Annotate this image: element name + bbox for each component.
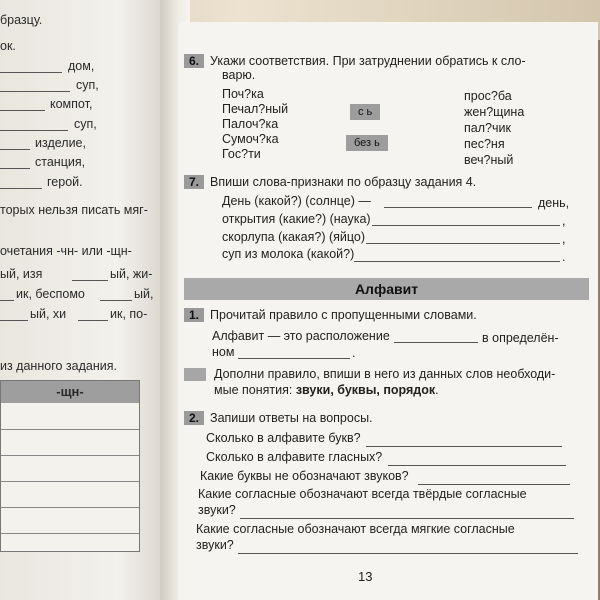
question: Какие согласные обозначают всегда твёрдые согласные	[198, 487, 527, 501]
answer-line	[366, 243, 560, 244]
word-ending: суп,	[76, 78, 99, 92]
right-word: веч?ный	[464, 153, 514, 167]
note-marker	[184, 368, 206, 381]
task7-line1: День (какой?) (солнце) —	[222, 194, 371, 208]
right-word: пал?чик	[464, 121, 511, 135]
task6-text: Укажи соответствия. При затруднении обратись к сло-	[210, 54, 526, 68]
word-ending: изделие,	[35, 136, 86, 150]
task7-line3: скорлупа (какая?) (яйцо)	[222, 230, 366, 244]
question-cont: звуки?	[198, 503, 236, 517]
answer-line	[418, 484, 570, 485]
rule-text-cont: ном	[212, 345, 235, 359]
left-word: Гос?ти	[222, 147, 261, 161]
blank-line	[0, 300, 14, 301]
question: Сколько в алфавите букв?	[206, 431, 361, 445]
word-ending: компот,	[50, 97, 93, 111]
blank-line	[100, 300, 132, 301]
task7-line1-end: день,	[538, 196, 570, 210]
question-cont: звуки?	[196, 538, 234, 552]
task7-heading	[184, 175, 476, 189]
soft-sign-tag: с ь	[350, 104, 380, 120]
rule-text: Алфавит — это расположение	[212, 329, 390, 343]
right-page	[178, 22, 598, 600]
left-fragment-ok: ок.	[0, 39, 16, 53]
right-word: пес?ня	[464, 137, 505, 151]
rule-text-end: в определён-	[482, 331, 559, 345]
answer-line	[372, 225, 560, 226]
answer-line	[0, 149, 30, 150]
task-reference: из данного задания.	[0, 359, 117, 373]
table-line	[1, 533, 139, 534]
answer-line	[354, 261, 560, 262]
combinations-text: очетания -чн- или -щн-	[0, 244, 132, 258]
task1-text: Прочитай правило с пропущенными словами.	[210, 308, 477, 322]
comma: ,	[562, 232, 566, 246]
period: .	[352, 346, 356, 360]
left-word: Печал?ный	[222, 102, 289, 116]
left-word: Поч?ка	[222, 87, 264, 101]
task6-text-cont: варю.	[222, 68, 256, 82]
task-number: 6.	[184, 54, 204, 68]
task2-text: Запиши ответы на вопросы.	[210, 411, 373, 425]
answer-line	[240, 518, 574, 519]
task1-heading	[184, 308, 477, 322]
answer-line	[0, 72, 62, 73]
task7-line2: открытия (какие?) (наука)	[222, 212, 371, 226]
answer-line	[238, 553, 578, 554]
question: Какие буквы не обозначают звуков?	[200, 469, 409, 483]
task-number: 1.	[184, 308, 204, 322]
left-word: Сумоч?ка	[222, 132, 279, 146]
answer-line	[238, 358, 350, 359]
task-number: 7.	[184, 175, 204, 189]
table-line	[1, 507, 139, 508]
left-fragment-top: бразцу.	[0, 13, 43, 27]
word-ending: герой.	[47, 175, 83, 189]
question: Сколько в алфавите гласных?	[206, 450, 383, 464]
page-number: 13	[358, 569, 373, 584]
table-line	[1, 481, 139, 482]
note-text: Дополни правило, впиши в него из данных слов необходи-	[214, 367, 556, 381]
left-page	[0, 0, 168, 600]
period: .	[435, 383, 439, 397]
right-word: жен?щина	[464, 105, 525, 119]
exercise-row-part: ый, жи-	[110, 267, 153, 281]
answer-line	[388, 465, 566, 466]
task7-line4: суп из молока (какой?)	[222, 247, 355, 261]
answer-line	[0, 91, 70, 92]
no-soft-sign-tag: без ь	[346, 135, 388, 151]
task-number: 2.	[184, 411, 204, 425]
word-ending: станция,	[35, 155, 86, 169]
answer-line	[366, 446, 562, 447]
answer-table	[0, 380, 140, 552]
answer-line	[0, 110, 45, 111]
table-header: -щн-	[1, 381, 139, 403]
exercise-row-part: ик, по-	[110, 307, 148, 321]
question: Какие согласные обозначают всегда мягкие согласные	[196, 522, 515, 536]
note-text-start: мые понятия:	[214, 383, 293, 397]
exercise-row-part: ый, хи	[30, 307, 67, 321]
note-text-cont	[214, 384, 439, 397]
exercise-row-part: ик, беспомо	[16, 287, 85, 301]
blank-line	[72, 280, 108, 281]
task6-heading	[184, 54, 526, 68]
answer-line	[394, 342, 478, 343]
answer-line	[0, 130, 68, 131]
section-title: Алфавит	[184, 278, 589, 300]
task2-heading	[184, 411, 373, 425]
word-ending: дом,	[68, 59, 95, 73]
blank-line	[78, 320, 108, 321]
exercise-row-part: ый,	[134, 287, 154, 301]
left-word: Палоч?ка	[222, 117, 279, 131]
comma: ,	[562, 214, 566, 228]
table-line	[1, 455, 139, 456]
right-word: прос?ба	[464, 89, 512, 103]
table-line	[1, 429, 139, 430]
note-bold-words: звуки, буквы, порядок	[295, 383, 436, 397]
word-ending: суп,	[74, 117, 97, 131]
exercise-row-part: ый, изя	[0, 267, 43, 281]
rule-fragment: торых нельзя писать мяг-	[0, 203, 148, 217]
blank-line	[0, 320, 28, 321]
answer-line	[384, 207, 532, 208]
period: .	[562, 250, 566, 264]
answer-line	[0, 168, 30, 169]
task7-text: Впиши слова-признаки по образцу задания 4.	[210, 175, 477, 189]
answer-line	[0, 188, 42, 189]
